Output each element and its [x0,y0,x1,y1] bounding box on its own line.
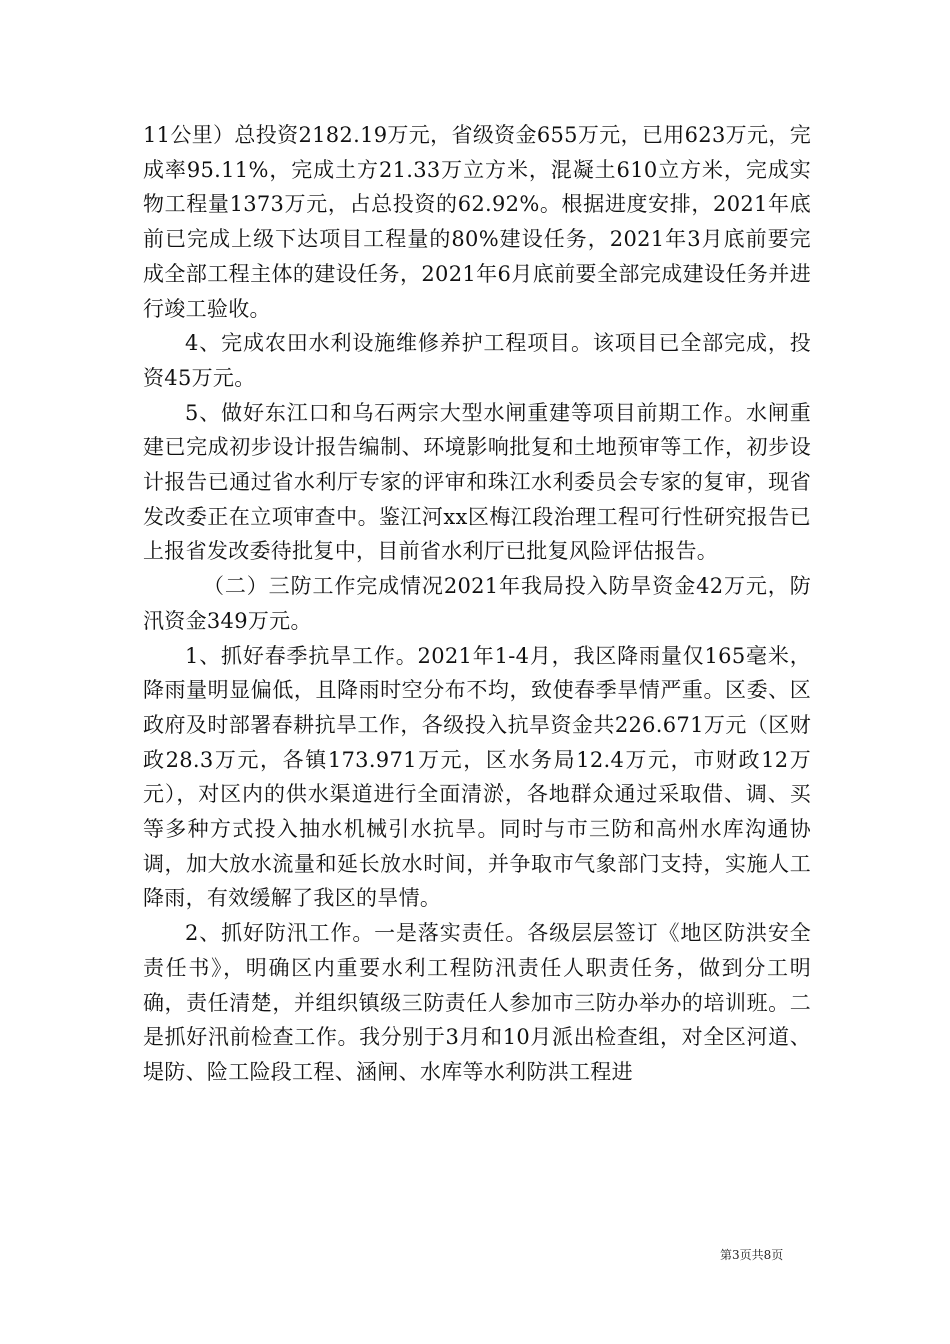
paragraph-farmland-maintenance: 4、完成农田水利设施维修养护工程项目。该项目已全部完成，投资45万元。 [143,331,811,390]
paragraph-three-defense-heading: （二）三防工作完成情况2021年我局投入防旱资金42万元，防汛资金349万元。 [143,574,811,633]
paragraph-sluice-rebuild: 5、做好东江口和乌石两宗大型水闸重建等项目前期工作。水闸重建已完成初步设计报告编制、环境影响批复和土地预审等工作，初步设计报告已通过省水利厅专家的评审和珠江水利委员会专家的复审，现省发改委正在立项审查中。鉴江河xx区梅江段治理工程可行性研究报告已上报省发改委待批复中，目前省水利厅已批复风险评估报告。 [143,400,811,564]
paragraph-project-progress: 11公里）总投资2182.19万元，省级资金655万元，已用623万元，完成率95.11%，完成土方21.33万立方米，混凝土610立方米，完成实物工程量1373万元，占总投资的62.92%。根据进度安排，2021年底前已完成上级下达项目工程量的80%建设任务，2021年3月底前要完成全部工程主体的建设任务，2021年6月底前要全部完成建设任务并进行竣工验收。 [143,123,811,321]
document-body [143,118,811,1090]
paragraph-flood-control: 2、抓好防汛工作。一是落实责任。各级层层签订《地区防洪安全责任书》，明确区内重要水利工程防汛责任人职责任务，做到分工明确，责任清楚，并组织镇级三防责任人参加市三防办举办的培训班。二是抓好汛前检查工作。我分别于3月和10月派出检查组，对全区河道、堤防、险工险段工程、涵闸、水库等水利防洪工程进 [143,921,811,1084]
paragraph-spring-drought: 1、抓好春季抗旱工作。2021年1-4月，我区降雨量仅165毫米，降雨量明显偏低，且降雨时空分布不均，致使春季旱情严重。区委、区政府及时部署春耕抗旱工作，各级投入抗旱资金共226.671万元（区财政28.3万元，各镇173.971万元，区水务局12.4万元，市财政12万元），对区内的供水渠道进行全面清淤，各地群众通过采取借、调、买等多种方式投入抽水机械引水抗旱。同时与市三防和高州水库沟通协调，加大放水流量和延长放水时间，并争取市气象部门支持，实施人工降雨，有效缓解了我区的旱情。 [143,643,811,911]
page-number: 第3页共8页 [720,1248,784,1262]
